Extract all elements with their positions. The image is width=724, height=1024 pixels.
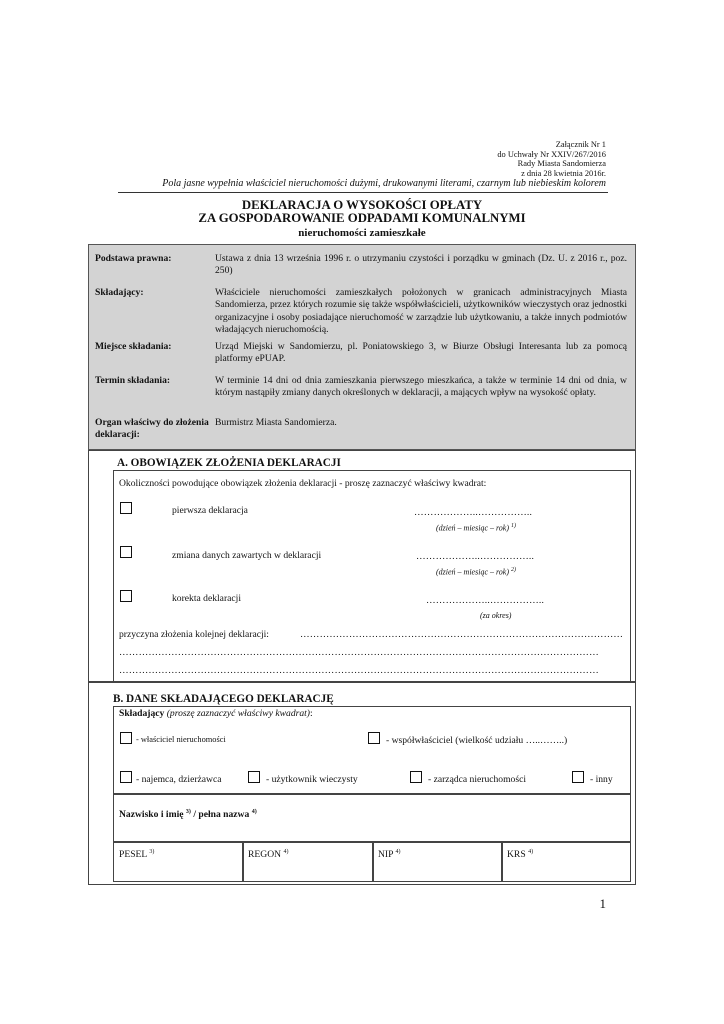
krs-field[interactable] xyxy=(502,842,631,882)
footnote-ref: 4) xyxy=(251,809,257,815)
place-label: Miejsce składania: xyxy=(95,341,172,352)
checkbox-tenant[interactable] xyxy=(120,771,132,783)
correction-label: korekta deklaracji xyxy=(172,593,241,604)
date-format-hint: (dzień – miesiąc – rok) xyxy=(436,567,510,577)
first-declaration-date-hint xyxy=(436,523,516,533)
reason-field[interactable]: ……………………………………………………………………………………… xyxy=(300,629,624,640)
footnote-ref: 4) xyxy=(283,849,289,855)
legal-basis-label: Podstawa prawna: xyxy=(95,253,172,264)
submitters-value: Właściciele nieruchomości zamieszkałych położonych w granicach administracyjnych Miasta Sandomierza, przez których rozumie się także współwłaścicieli, użytkowników wieczystych oraz jednostki organizacyjne i osoby posiadające nieruchomość w zarządzie lub użytkowaniu, a także innych podmiotów władających nieruchomością. xyxy=(215,287,627,336)
tenant-label: - najemca, dzierżawca xyxy=(136,774,222,785)
footnote-ref: 4) xyxy=(528,849,534,855)
submitter-colon: : xyxy=(310,708,313,719)
deadline-label: Termin składania: xyxy=(95,375,171,386)
date-format-hint: (dzień – miesiąc – rok) xyxy=(436,523,510,533)
page-number: 1 xyxy=(599,896,606,911)
checkbox-co-owner[interactable] xyxy=(368,732,380,744)
nip-text: NIP xyxy=(378,849,394,861)
submitter-type-panel xyxy=(113,706,631,794)
correction-period-field[interactable]: ………………..…………….. xyxy=(426,595,545,606)
checkbox-perpetual-user[interactable] xyxy=(248,771,260,783)
deadline-value: W terminie 14 dni od dnia zamieszkania pierwszego mieszkańca, a także w terminie 14 dni od dnia, w którym nastąpiły zmiany danych określonych w deklaracji, a mających wpływ na wysokość opłaty. xyxy=(215,375,627,399)
instruction-divider xyxy=(118,192,608,193)
correction-period-hint: (za okres) xyxy=(480,611,512,620)
checkbox-owner[interactable] xyxy=(120,732,132,744)
full-name-text: / pełna nazwa xyxy=(193,809,250,821)
owner-label: - właściciel nieruchomości xyxy=(136,735,226,744)
name-label-text: Nazwisko i imię xyxy=(119,809,184,821)
pesel-field[interactable] xyxy=(113,842,243,882)
info-box xyxy=(88,244,636,450)
checkbox-correction[interactable] xyxy=(120,590,132,602)
section-a-heading: A. OBOWIĄZEK ZŁOŻENIA DEKLARACJI xyxy=(117,457,341,469)
place-value: Urząd Miejski w Sandomierzu, pl. Poniatowskiego 3, w Biurze Obsługi Interesanta lub za pomocą platformy ePUAP. xyxy=(215,341,627,365)
annex-line-3: Rady Miasta Sandomierza xyxy=(517,159,606,169)
submitter-hint: (proszę zaznaczyć właściwy kwadrat) xyxy=(166,708,311,719)
footnote-ref: 2) xyxy=(511,567,517,573)
regon-text: REGON xyxy=(248,849,282,861)
manager-label: - zarządca nieruchomości xyxy=(428,774,527,785)
first-declaration-date-field[interactable]: ………………..…………….. xyxy=(414,507,533,518)
nip-label xyxy=(378,849,401,860)
reason-field-line-3[interactable]: ………………………………………………………………………………………………………………………………… xyxy=(119,665,599,676)
footnote-ref: 4) xyxy=(395,849,401,855)
data-change-date-hint xyxy=(436,567,516,577)
regon-label xyxy=(248,849,288,860)
krs-text: KRS xyxy=(507,849,526,861)
reason-label: przyczyna złożenia kolejnej deklaracji: xyxy=(119,629,269,640)
checkbox-data-change[interactable] xyxy=(120,546,132,558)
co-owner-label: - współwłaściciel (wielkość udziału …..……..) xyxy=(386,735,568,746)
checkbox-first-declaration[interactable] xyxy=(120,502,132,514)
data-change-date-field[interactable]: ………………..…………….. xyxy=(416,551,535,562)
annex-line-2: do Uchwały Nr XXIV/267/2016 xyxy=(497,149,606,159)
authority-label: Organ właściwy do złożenia deklaracji: xyxy=(95,417,209,441)
title-line-3: nieruchomości zamieszkałe xyxy=(298,226,426,239)
authority-value: Burmistrz Miasta Sandomierza. xyxy=(215,417,337,428)
footnote-ref: 3) xyxy=(149,849,155,855)
submitter-type-label xyxy=(119,708,313,719)
reason-field-line-2[interactable]: ………………………………………………………………………………………………………………………………… xyxy=(119,647,599,658)
submitters-label: Składający: xyxy=(95,287,144,298)
title-line-1: DEKLARACJA O WYSOKOŚCI OPŁATY xyxy=(241,198,483,212)
pesel-text: PESEL xyxy=(119,849,147,861)
data-change-label: zmiana danych zawartych w deklaracji xyxy=(172,550,322,561)
section-b-heading: B. DANE SKŁADAJĄCEGO DEKLARACJĘ xyxy=(113,693,334,705)
footnote-ref: 3) xyxy=(185,809,191,815)
krs-label xyxy=(507,849,533,860)
annex-line-4: z dnia 28 kwietnia 2016r. xyxy=(521,168,606,178)
section-a xyxy=(88,450,636,682)
regon-field[interactable] xyxy=(243,842,373,882)
other-label: - inny xyxy=(590,774,613,785)
perpetual-user-label: - użytkownik wieczysty xyxy=(266,774,358,785)
annex-line-1: Załącznik Nr 1 xyxy=(555,140,606,149)
section-a-panel xyxy=(113,470,631,682)
first-declaration-label: pierwsza deklaracja xyxy=(172,505,248,516)
legal-basis-value: Ustawa z dnia 13 września 1996 r. o utrzymaniu czystości i porządku w gminach (Dz. U. z 2016 r., poz. 250) xyxy=(215,253,627,277)
fill-instruction: Pola jasne wypełnia właściciel nieruchomości dużymi, drukowanymi literami, czarnym lub niebieskim kolorem xyxy=(162,178,606,189)
checkbox-other[interactable] xyxy=(572,771,584,783)
checkbox-manager[interactable] xyxy=(410,771,422,783)
name-label xyxy=(119,809,257,820)
annex-reference xyxy=(497,140,606,178)
submitter-label: Składający xyxy=(119,708,165,719)
pesel-label xyxy=(119,849,154,860)
obligation-intro: Okoliczności powodujące obowiązek złożenia deklaracji - proszę zaznaczyć właściwy kwadrat: xyxy=(119,478,487,489)
name-field[interactable] xyxy=(113,794,631,842)
section-b xyxy=(88,682,636,885)
nip-field[interactable] xyxy=(373,842,502,882)
footnote-ref: 1) xyxy=(511,523,517,529)
title-line-2: ZA GOSPODAROWANIE ODPADAMI KOMUNALNYMI xyxy=(198,211,526,226)
document-title xyxy=(88,199,636,240)
